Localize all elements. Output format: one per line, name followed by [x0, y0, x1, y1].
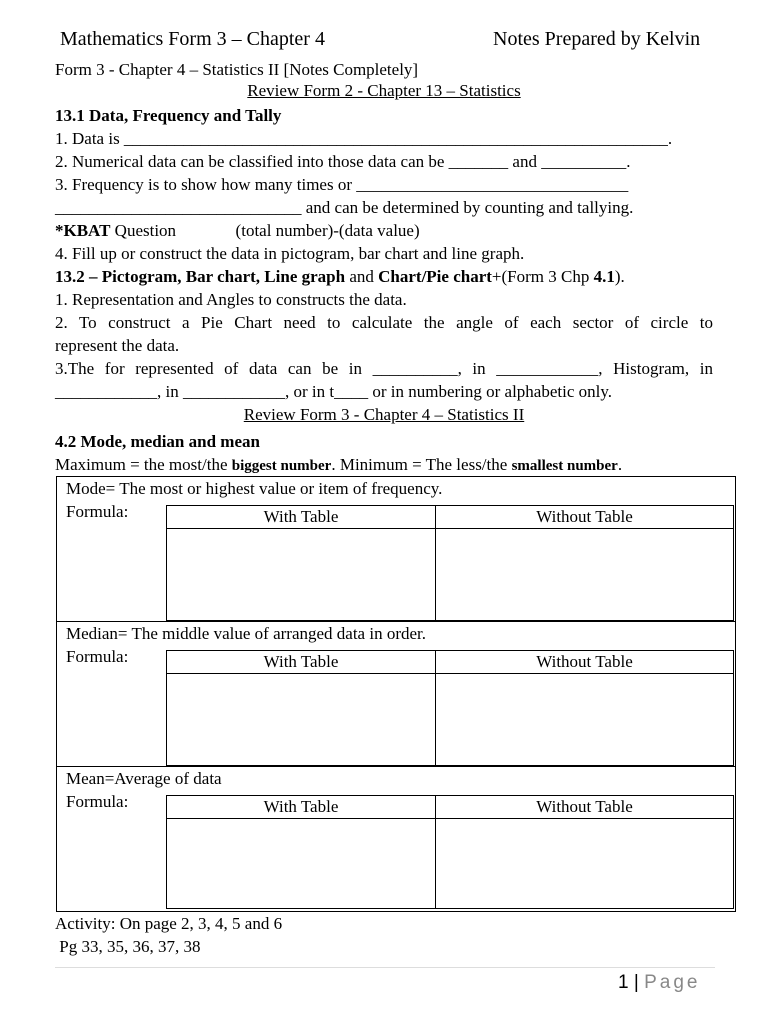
- s131-line-2: 2. Numerical data can be classified into those data can be _______ and __________.: [55, 152, 631, 171]
- s132-heading-a: 13.2 – Pictogram, Bar chart, Line graph: [55, 267, 346, 286]
- activity-line-2: Pg 33, 35, 36, 37, 38: [55, 937, 201, 956]
- page-separator: |: [628, 972, 645, 993]
- s132-heading-end: ).: [614, 267, 625, 286]
- footer-divider: [55, 967, 715, 968]
- s132-line-1: 1. Representation and Angles to constructs the data.: [55, 290, 407, 309]
- s132-line-2b: represent the data.: [55, 336, 180, 355]
- page-label: Page: [644, 972, 701, 993]
- mode-with-table-cell[interactable]: [167, 529, 436, 620]
- s131-line-3: 3. Frequency is to show how many times or ________________________________: [55, 175, 629, 194]
- median-formula-label: Formula:: [66, 647, 129, 666]
- median-with-table-cell[interactable]: [167, 674, 436, 765]
- median-with-table-header: With Table: [167, 651, 436, 673]
- s131-line-1: 1. Data is ________________________________________________________________.: [55, 129, 673, 148]
- section-4-2-heading: 4.2 Mode, median and mean: [55, 432, 260, 451]
- max-text: Maximum = the most/the: [55, 455, 232, 474]
- mode-with-table-header: With Table: [167, 506, 436, 528]
- mean-box: [56, 766, 736, 912]
- s132-line-3b: ____________, in ____________, or in t____ or in numbering or alphabetic only.: [55, 382, 612, 401]
- header-right: Notes Prepared by Kelvin: [493, 28, 701, 50]
- s132-heading-chp: 4.1: [593, 267, 615, 286]
- kbat-text: Question (total number)-(data value): [110, 221, 420, 240]
- s132-heading-tail: +(Form 3 Chp: [491, 267, 594, 286]
- page-num-value: 1: [618, 972, 629, 993]
- mean-formula-label: Formula:: [66, 792, 129, 811]
- mean-with-table-cell[interactable]: [167, 819, 436, 908]
- biggest-number: biggest number: [231, 458, 332, 474]
- intro-line: Form 3 - Chapter 4 – Statistics II [Notes Completely]: [55, 60, 419, 79]
- review-heading-1: Review Form 2 - Chapter 13 – Statistics: [247, 81, 521, 100]
- mode-table: [166, 505, 734, 621]
- section-13-1-heading: 13.1 Data, Frequency and Tally: [55, 106, 282, 125]
- mean-without-table-header: Without Table: [536, 797, 633, 816]
- mode-formula-label: Formula:: [66, 502, 129, 521]
- s132-heading-b: Chart/Pie chart: [378, 267, 492, 286]
- median-title: Median= The middle value of arranged data in order.: [66, 624, 427, 643]
- median-box: [56, 621, 736, 766]
- s132-line-2a: 2. To construct a Pie Chart need to calculate the angle of each sector of circle to: [55, 313, 713, 332]
- activity-line-1: Activity: On page 2, 3, 4, 5 and 6: [55, 914, 283, 933]
- smallest-number: smallest number: [511, 458, 618, 474]
- mean-with-table-header: With Table: [167, 796, 436, 818]
- mean-table: [166, 795, 734, 909]
- kbat-label: *KBAT: [55, 221, 111, 240]
- min-text: . Minimum = The less/the: [331, 455, 512, 474]
- mean-title: Mean=Average of data: [66, 769, 222, 788]
- mode-without-table-header: Without Table: [536, 507, 633, 526]
- page-number: [618, 972, 700, 994]
- kbat-line: [55, 219, 420, 242]
- mode-box: [56, 476, 736, 621]
- s131-line-4: _____________________________ and can be determined by counting and tallying.: [55, 198, 634, 217]
- s132-heading-and: and: [345, 267, 379, 286]
- max-min-line: [55, 453, 622, 478]
- header-left: Mathematics Form 3 – Chapter 4: [60, 28, 325, 50]
- s132-line-3a: 3.The for represented of data can be in __________, in ____________, Histogram, in: [55, 359, 713, 378]
- median-table: [166, 650, 734, 766]
- s131-line-5: 4. Fill up or construct the data in pictogram, bar chart and line graph.: [55, 244, 525, 263]
- max-min-end: .: [617, 455, 623, 474]
- mode-title: Mode= The most or highest value or item of frequency.: [66, 479, 443, 498]
- review-heading-2: Review Form 3 - Chapter 4 – Statistics II: [243, 405, 525, 424]
- median-without-table-header: Without Table: [536, 652, 633, 671]
- section-13-2-heading: [55, 265, 625, 288]
